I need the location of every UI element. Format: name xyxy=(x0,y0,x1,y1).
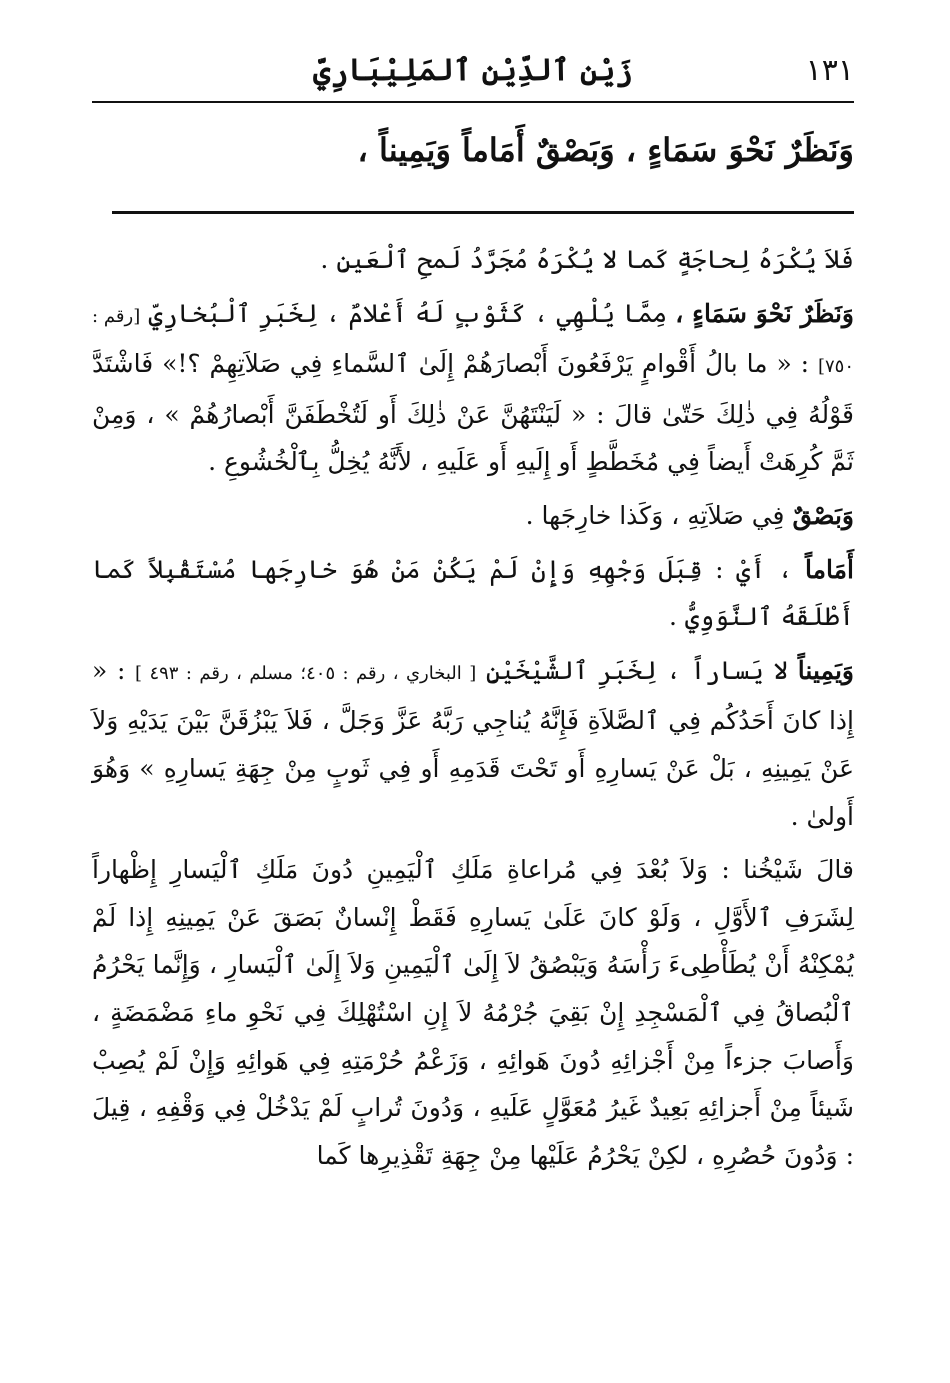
header-rule xyxy=(92,101,854,103)
paragraph-2-reference: [رقم : ٧٥٠] xyxy=(92,305,854,378)
paragraph-5-text-continued: : « إِذا كانَ أَحَدُكُم فِي ٱلصَّلاَةِ فَإِنَّهُ يُناجِي رَبَّهُ عَزَّ وَجَلَّ ، فَلاَ يَبْزُقَنَّ بَيْنَ يَدَيْهِ وَلاَ عَنْ يَمِينِهِ ، بَلْ عَنْ يَسارِهِ أَو تَحْتَ قَدَمِهِ أَو فِي ثَوبٍ مِنْ جِهَةِ يَسارِهِ » وَهُوَ أَولىٰ . xyxy=(92,655,854,831)
paragraph-6 xyxy=(92,846,854,1179)
paragraph-5-keyword: وَيَمِيناً xyxy=(797,655,854,685)
matn-separator-rule xyxy=(112,211,854,214)
page-header xyxy=(92,48,854,94)
paragraph-2-text: مِمَّا يُلْهِي ، كَثَوْبٍ لَهُ أَعْلامٌ ، لِخَبَرِ ٱلْبُخارِيِّ xyxy=(140,298,676,328)
paragraph-6-text: قالَ شَيْخُنا : وَلاَ بُعْدَ فِي مُراعاةِ مَلَكِ ٱلْيَمِينِ دُونَ مَلَكِ ٱلْيَسارِ إِظْهاراً لِشَرَفِ ٱلأَوَّلِ ، وَلَوْ كانَ عَلَىٰ يَسارِهِ فَقَطْ إِنْسانٌ بَصَقَ عَنْ يَمِينِهِ إِذا لَمْ يُمْكِنْهُ أَنْ يُطَأْطِىءَ رَأْسَهُ وَيَبْصُقُ لاَ إِلَىٰ ٱلْيَمِينِ وَلاَ إِلَىٰ ٱلْيَسارِ ، وَإِنَّما يَحْرُمُ ٱلْبُصاقُ فِي ٱلْمَسْجِدِ إِنْ بَقِيَ جُرْمُهُ لاَ إِنِ اسْتُهْلِكَ فِي نَحْوِ ماءِ مَضْمَضَةٍ ، وَأَصابَ جزءاً مِنْ أَجْزائِهِ دُونَ هَوائِهِ ، وَزَعْمُ حُرْمَتِهِ فِي هَوائِهِ وَإِنْ لَمْ يُصِبْ شَيئاً مِنْ أَجزائِهِ بَعِيدٌ غَيرُ مُعَوَّلٍ عَلَيهِ ، وَدُونَ تُرابٍ لَمْ يَدْخُلْ فِي وَقْفِهِ ، قِيلَ : وَدُونَ حُصُرِهِ ، لكِنْ يَحْرُمُ عَلَيْها مِنْ جِهَةِ تَقْذِيرِها كَما xyxy=(92,855,854,1170)
paragraph-5-text: لا يَساراً ، لِخَبَرِ ٱلشَّيْخَيْنِ xyxy=(476,655,798,685)
paragraph-4-text: ، أَيْ : قِبَلَ وَجْهِهِ وَإِنْ لَمْ يَكُنْ مَنْ هُوَ خارِجَها مُسْتَقْبِلاً كَما أَطْلَقَهُ ٱلنَّوَوِيُّ . xyxy=(92,554,854,632)
page-number: ١٣١ xyxy=(805,53,854,88)
paragraph-4 xyxy=(92,546,854,641)
paragraph-4-keyword: أَمَاماً xyxy=(805,554,854,584)
paragraph-1 xyxy=(92,236,854,284)
paragraph-3-text: فِي صَلاَتِهِ ، وَكَذا خارِجَها . xyxy=(525,500,793,530)
paragraph-5-reference: [ البخاري ، رقم : ٤٠٥؛ مسلم ، رقم : ٤٩٣ ] xyxy=(135,662,477,684)
paragraph-3-keyword: وَبَصْقٌ xyxy=(792,500,854,530)
running-title: زَيْن ٱلدِّيْن ٱلمَلِيْبَارِيّ xyxy=(313,53,633,88)
paragraph-2 xyxy=(92,290,854,486)
paragraph-1-text: فَلاَ يُكْرَهُ لِحاجَةٍ كَما لا يُكْرَهُ مُجَرَّدُ لَمحِ ٱلْعَينِ . xyxy=(320,245,854,274)
matn-text: وَنَظَرٌ نَحْوَ سَمَاءٍ ، وَبَصْقٌ أَمَاماً وَيَمِيناً ، xyxy=(357,131,854,169)
commentary-body xyxy=(92,236,854,1179)
paragraph-2-keyword: وَنَظَرٌ نَحْوَ سَمَاءٍ ، xyxy=(675,298,854,328)
paragraph-2-text-continued: : « ما بالُ أَقْوامٍ يَرْفَعُونَ أَبْصارَهُمْ إِلَىٰ ٱلسَّماءِ فِي صَلاَتِهِمْ ؟!» فَاشْتَدَّ قَوْلُهُ فِي ذٰلِكَ حَتّىٰ قالَ : « لَيَنْتَهُنَّ عَنْ ذٰلِكَ أَو لَتُخْطَفَنَّ أَبْصارُهُمْ » ، وَمِنْ ثَمَّ كُرِهَتْ أَيضاً فِي مُخَطَّطٍ أَو إِلَيهِ أَو عَلَيهِ ، لأَنَّهُ يُخِلُّ بِٱلْخُشُوعِ . xyxy=(92,349,854,477)
paragraph-5 xyxy=(92,647,854,840)
paragraph-3 xyxy=(92,492,854,540)
